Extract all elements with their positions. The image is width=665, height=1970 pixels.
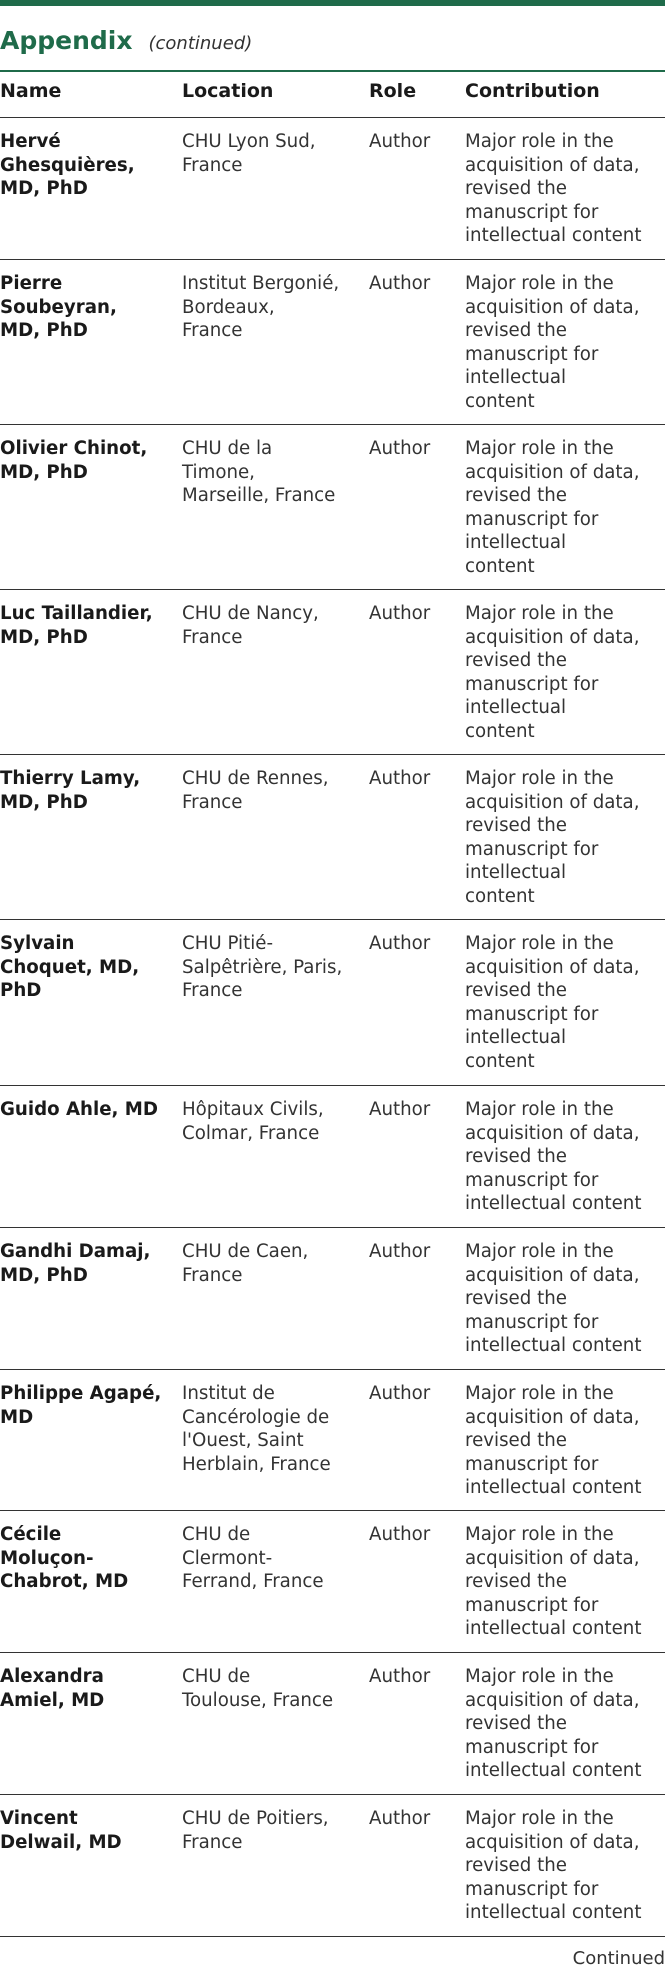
- cell-location: CHU de Caen, France: [182, 1241, 309, 1286]
- cell-role: Author: [369, 1808, 431, 1829]
- column-header-location: Location: [182, 80, 274, 102]
- cell-name: Gandhi Damaj, MD, PhD: [0, 1241, 151, 1286]
- cell-name: Pierre Soubeyran, MD, PhD: [0, 273, 117, 342]
- cell-name: Philippe Agapé, MD: [0, 1383, 162, 1428]
- table-row: [0, 425, 665, 590]
- table-row: [0, 1653, 665, 1795]
- cell-name: Alexandra Amiel, MD: [0, 1666, 105, 1711]
- cell-role: Author: [369, 1524, 431, 1545]
- table-row: [0, 1228, 665, 1370]
- cell-contribution: Major role in the acquisition of data, revised the manuscript for intellectual content: [465, 768, 640, 907]
- cell-location: CHU Lyon Sud, France: [182, 131, 316, 176]
- cell-name: Olivier Chinot, MD, PhD: [0, 438, 148, 483]
- cell-contribution: Major role in the acquisition of data, revised the manuscript for intellectual content: [465, 1808, 642, 1924]
- page-subtitle: (continued): [148, 33, 253, 54]
- appendix-heading: [0, 26, 252, 60]
- cell-contribution: Major role in the acquisition of data, revised the manuscript for intellectual content: [465, 1383, 642, 1499]
- cell-contribution: Major role in the acquisition of data, revised the manuscript for intellectual content: [465, 603, 640, 742]
- cell-location: CHU de Poitiers, France: [182, 1808, 329, 1853]
- cell-contribution: Major role in the acquisition of data, revised the manuscript for intellectual content: [465, 1099, 642, 1215]
- cell-role: Author: [369, 603, 431, 624]
- cell-contribution: Major role in the acquisition of data, revised the manuscript for intellectual content: [465, 933, 640, 1072]
- cell-location: CHU Pitié- Salpêtrière, Paris, France: [182, 933, 343, 1002]
- cell-role: Author: [369, 768, 431, 789]
- cell-role: Author: [369, 438, 431, 459]
- table-row: [0, 260, 665, 425]
- table-row: [0, 1086, 665, 1228]
- cell-location: Institut de Cancérologie de l'Ouest, Saint Herblain, France: [182, 1383, 331, 1475]
- table-row: [0, 1370, 665, 1511]
- column-header-contribution: Contribution: [465, 80, 600, 102]
- cell-role: Author: [369, 933, 431, 954]
- cell-role: Author: [369, 1666, 431, 1687]
- table-row: [0, 920, 665, 1086]
- cell-location: CHU de Rennes, France: [182, 768, 329, 813]
- cell-contribution: Major role in the acquisition of data, revised the manuscript for intellectual content: [465, 273, 640, 412]
- table-row: [0, 118, 665, 260]
- table-row: [0, 1511, 665, 1653]
- cell-name: Cécile Moluçon- Chabrot, MD: [0, 1524, 129, 1593]
- cell-location: CHU de Clermont- Ferrand, France: [182, 1524, 324, 1593]
- cell-name: Guido Ahle, MD: [0, 1099, 158, 1120]
- cell-location: Hôpitaux Civils, Colmar, France: [182, 1099, 324, 1144]
- cell-name: Thierry Lamy, MD, PhD: [0, 768, 141, 813]
- cell-name: Sylvain Choquet, MD, PhD: [0, 933, 140, 1002]
- cell-role: Author: [369, 131, 431, 152]
- cell-name: Hervé Ghesquières, MD, PhD: [0, 131, 135, 200]
- column-header-name: Name: [0, 80, 62, 102]
- table-header: [0, 72, 665, 118]
- table-row: [0, 755, 665, 920]
- table-body: [0, 118, 665, 1937]
- table-row: [0, 1795, 665, 1937]
- cell-role: Author: [369, 273, 431, 294]
- cell-name: Luc Taillandier, MD, PhD: [0, 603, 153, 648]
- cell-location: CHU de la Timone, Marseille, France: [182, 438, 336, 507]
- table-row: [0, 590, 665, 755]
- cell-location: Institut Bergonié, Bordeaux, France: [182, 273, 340, 342]
- cell-contribution: Major role in the acquisition of data, revised the manuscript for intellectual content: [465, 131, 642, 247]
- cell-contribution: Major role in the acquisition of data, revised the manuscript for intellectual content: [465, 1666, 642, 1782]
- cell-name: Vincent Delwail, MD: [0, 1808, 122, 1853]
- cell-role: Author: [369, 1383, 431, 1404]
- column-header-role: Role: [369, 80, 417, 102]
- cell-location: CHU de Nancy, France: [182, 603, 319, 648]
- top-accent-bar: [0, 0, 665, 6]
- continued-label: Continued: [572, 1948, 665, 1969]
- cell-contribution: Major role in the acquisition of data, revised the manuscript for intellectual content: [465, 1524, 642, 1640]
- cell-role: Author: [369, 1099, 431, 1120]
- cell-contribution: Major role in the acquisition of data, revised the manuscript for intellectual content: [465, 1241, 642, 1357]
- cell-location: CHU de Toulouse, France: [182, 1666, 334, 1711]
- cell-role: Author: [369, 1241, 431, 1262]
- page-title: Appendix: [0, 26, 133, 55]
- cell-contribution: Major role in the acquisition of data, revised the manuscript for intellectual content: [465, 438, 640, 577]
